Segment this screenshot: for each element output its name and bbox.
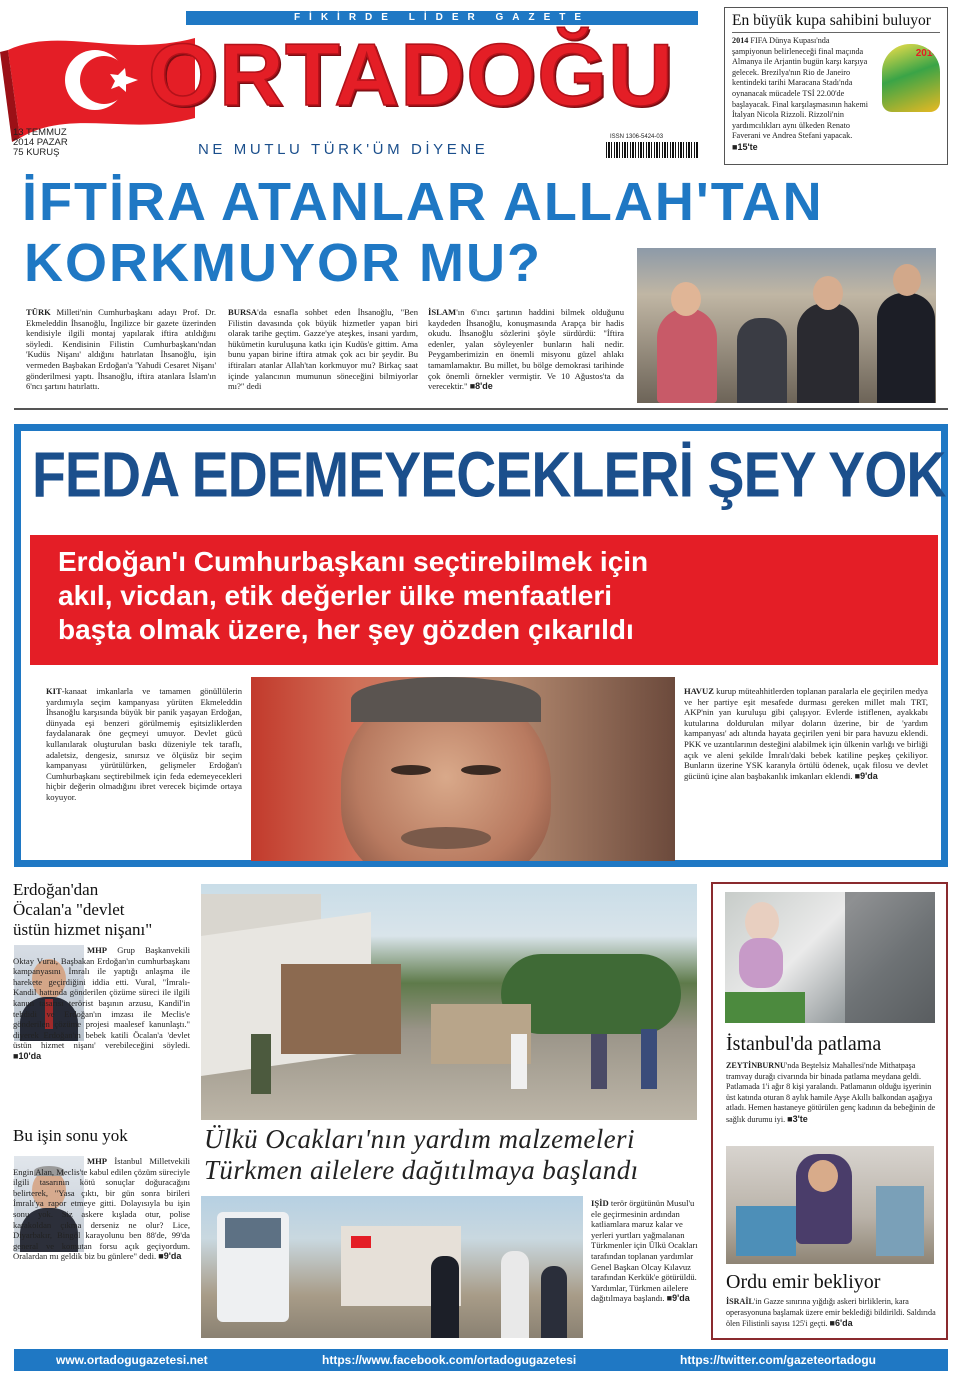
motto: NE MUTLU TÜRK'ÜM DİYENE <box>198 141 489 158</box>
left-story2-text: MHP İstanbul Milletvekili Engin Alan, Meclis'te kabul edilen çözüm süreciyle ilgili tasarının kötü sonuçlar doğuracağını belirterek, "Yasa çıktı, bir gün sonra birileri İmralı'ya rapor etmeye gitti. Dolayısıyla bu işin sonu yok. Siz askere kışlada otur, polise karakoldan çıkma derseniz ne olur? Lice, Diyarbakır, Bingöl karayolunu ben 88'de, 99'da general ve komutan forsu açık geçiyordum. Oralardan mı geldik biz bu günlere" dedi. ■ 9'da <box>13 1156 190 1262</box>
center-story-ref: ■ 9'da <box>667 1293 690 1303</box>
left-story2-title: Bu işin sonu yok <box>13 1126 128 1145</box>
headline2-sub2: akıl, vicdan, etik değerler ülke menfaatleri <box>58 580 613 611</box>
right-story1-text: ZEYTİNBURNU'nda Beştelsiz Mahallesi'nde Mithatpaşa tramvay durağı civarında bir binada patlama meydana geldi. Patlamada 1'i ağır 8 kişi yaralandı. Patlamanın olduğu işyerinin üst katında oturan 8 aylık hamile Ayşe Akıllı balkondan aşağıya atladı. Hemen hastaneye götürülen genç kadının da bebeğinin de sağlık durumu iyi. ■ 3'te <box>726 1061 936 1126</box>
headline2-red-banner <box>30 535 938 665</box>
footer-facebook-link[interactable]: https://www.facebook.com/ortadogugazetesi <box>322 1353 577 1367</box>
right-story1-title: İstanbul'da patlama <box>726 1033 882 1055</box>
erdogan-portrait-photo <box>251 677 675 861</box>
slogan-bar: FİKİRDE LİDER GAZETE <box>186 11 698 25</box>
headline1-ref: ■ 8'de <box>470 381 493 391</box>
center-story-title: Ülkü Ocakları'nın yardım malzemeleri Türkmen ailelere dağıtılmaya başlandı <box>204 1124 639 1185</box>
footer-twitter-link[interactable]: https://twitter.com/gazeteortadogu <box>680 1353 877 1367</box>
headline1-col3: İSLAM'ın 6'ıncı şartının haddini bilmek olduğunu kaydeden İhsanoğlu, konuşmasında Arapça bir hadis okudu. İhsanoğlu sözlerini şöyle sürdürdü: "İftira edenler, yalan söyleyenler bunların hali nedir. Peygamberimizin en önemli misyonu güzel ahlakı tamamlamaktır. Bu millet, bu bölge demokrasi tarihinde çok önemli örnekler vermiştir. Ve 10 Ağustos'ta da verecektir." ■ 8'de <box>428 307 624 392</box>
section-divider <box>14 408 948 410</box>
right-story2-ref: ■ 6'da <box>830 1318 853 1328</box>
headline1-col1: TÜRK Milleti'nin Cumhurbaşkanı adayı Prof. Dr. Ekmeleddin İhsanoğlu, İngilizce bir gazete üzerinden kendisiyle ilgili montaj yapılarak iftira atıldığını söyledi. Kendisinin Filistin Cumhurbaşkanı'ndan 'Kudüs Nişanı' aldığını hatırlatan İhsanoğlu, işin vermeden Başbakan Erdoğan'a 'Yahudi Cesaret Nişanı' gönderilmesi yaptı. İhsanoğlu, iftira atanlara İslam'ın 6'ncı şartını hatırlattı. <box>26 307 216 392</box>
date-day: 13 TEMMUZ <box>13 127 67 138</box>
aid-truck-photo <box>201 884 697 1120</box>
right-story1-ref: ■ 3'te <box>787 1114 808 1124</box>
explosion-photo <box>725 892 935 1023</box>
newspaper-logo: ORTADOĞU <box>148 25 675 124</box>
right-story2-text: İSRAİL'in Gazze sınırına yığdığı askeri birliklerin, kara operasyonuna başlamak üzere emir beklediği bildirildi. Saldırıda ölen Filistinli sayısı 125'i geçti. ■ 6'da <box>726 1297 936 1330</box>
footer-bar <box>14 1349 948 1371</box>
headline2-title: FEDA EDEMEYECEKLERİ ŞEY YOK <box>32 439 946 511</box>
truck-photo <box>201 1196 583 1338</box>
headline2-sub3: başta olmak üzere, her şey gözden çıkarıldı <box>58 614 634 645</box>
headline2-right-text: HAVUZ kurup müteahhitlerden toplanan paralarla ele geçirilen medya ve her partiye eşit mesafede durması gereken millet malı TRT, AKP'nin yan kuruluşu gibi çalışıyor. Evlerde istiflenen, ayakkabı kutularına doldurulan milyar doların üzerine, bir de 'yardım kampanyası' adı altında hayata geçirilen yeni bir para havuzu eklendi. PKK ve uzantılarının desteğini alabilmek için ülkenin varlığı ve birliği açık ve aleni şekilde İmralı'daki bebek katiline peşkeş çekiliyor. Bunların üzerine YSK karanyla örtülü ödenek, uçak filosu ve devlet gücünü içine alan başbakanlık imkanları eklendi. ■ 9'da <box>684 686 928 781</box>
right-story2-title: Ordu emir bekliyor <box>726 1271 881 1293</box>
issn: ISSN 1306-5424-03 <box>610 134 664 140</box>
corner-story-text: 2014 FIFA Dünya Kupası'nda şampiyonun belirleneceği final maçında Almanya ile Arjantin bugün karşı karşıya gelecek. Brezilya'nın Rio de Janeiro kentindeki tarihi Maracana Stadı'nda oynanacak mücadele TSİ 22.00'de başlayacak. Final karşılaşmasının hakemi İtalyan Nicola Rizzoli. Rizzoli'nin yardımcılıkları aynı ülkeden Renato Faverani ve Andrea Stefani yapacak. ■ 15'te <box>732 36 870 154</box>
ihsanoglu-crowd-photo <box>637 248 936 403</box>
barcode <box>606 142 698 158</box>
headline1-line2: KORKMUYOR MU? <box>24 233 542 293</box>
corner-story-ref: ■ 15'te <box>732 142 758 152</box>
corner-story-title: En büyük kupa sahibini buluyor <box>732 12 931 29</box>
headline2-left-text: KIT-kanaat imkanlarla ve tamamen gönüllülerin yardımıyla seçim kampanyası yürüten Ekmeleddin İhsanoğlu karşısında büyük bir panik yaşayan Erdoğan, dünyada eşi benzeri görülmemiş eşitsizliklerden faydalanarak öne geçmeyi umuyor. Devlet gücü kullanılarak oluşturulan baskı düzeniyle tek taraflı, adaletsiz, dengesiz, sınırsız ve ölçüsüz bir seçim kampanyası yürütülürken, gelişmeler Erdoğan'ı Cumhurbaşkanı seçtirebilmek için feda edemeyecekleri hiçbir değerin olmadığını ibret verecek biçimde ortaya koyuyor. <box>46 686 242 802</box>
left-story1-ref: ■ 10'da <box>13 1051 41 1061</box>
headline2-sub1: Erdoğan'ı Cumhurbaşkanı seçtirebilmek için <box>58 546 649 577</box>
headline1-col2: BURSA'da esnafla sohbet eden İhsanoğlu, "Ben Filistin davasında çok büyük hizmetler yapan biri olarak tarihe geçtim. Gazze'ye ateşkes, insani yardım, hükümetin kuruluşuna katkı için Kudüs'e gittim. Ama bunu yapan birine iftira atmak çok acı bir şeydir. Bu iftiraları atanlar Allah'tan korkmuyor mu? Birkaç saat içinde yalancının mumunun söneceğini bilmiyorlar mı?" dedi <box>228 307 418 392</box>
gaza-hospital-photo <box>726 1146 934 1264</box>
footer-website-link[interactable]: www.ortadogugazetesi.net <box>56 1353 208 1367</box>
headline2-ref: ■ 9'da <box>855 771 878 781</box>
left-story2-ref: ■ 9'da <box>158 1251 181 1261</box>
left-story1-text: MHP Grup Başkanvekili Oktay Vural, Başbakan Erdoğan'ın cumhurbaşkanı kampanyasını İmralı ile yaptığı anlaşma ile harekete geçirdiğini iddia etti. Vural, "İmralı-Kandil hattında gönderilen çözüme süreci ile ilgili kanun tasarısı terörist başının arzusu, Kandil'in tehdidi ve Erdoğan'ın imzası ile Meclis'e gönderilen çözüme projesi maalesef kanunlaştı." diyerek Erdoğan'ın bebek katili Öcalan'a 'devlet üstün hizmet nişanı' verebileceğini söyledi. ■ 10'da <box>13 945 190 1062</box>
date-year: 2014 PAZAR <box>13 137 68 148</box>
left-story1-title: Erdoğan'dan Öcalan'a "devlet üstün hizmet nişanı" <box>13 880 153 939</box>
masthead <box>0 0 715 170</box>
price: 75 KURUŞ <box>13 147 60 158</box>
headline1-line1: İFTİRA ATANLAR ALLAH'TAN <box>22 172 824 232</box>
date-box <box>13 128 68 158</box>
world-cup-logo: 2014 <box>882 44 940 112</box>
center-story-text: IŞİD terör örgütünün Musul'u ele geçirmesinin ardından katliamlara maruz kalar ve yerleri yurtları yağmalanan Türkmenler için Ülkü Ocakları tarafından toplanan yardımlar Genel Başkan Olcay Kılavuz tarafından Kerkük'e götürüldü. Yardımlar, Türkmen ailelere dağıtılmaya başlandı. ■ 9'da <box>591 1198 701 1304</box>
corner-story-box <box>724 7 948 165</box>
